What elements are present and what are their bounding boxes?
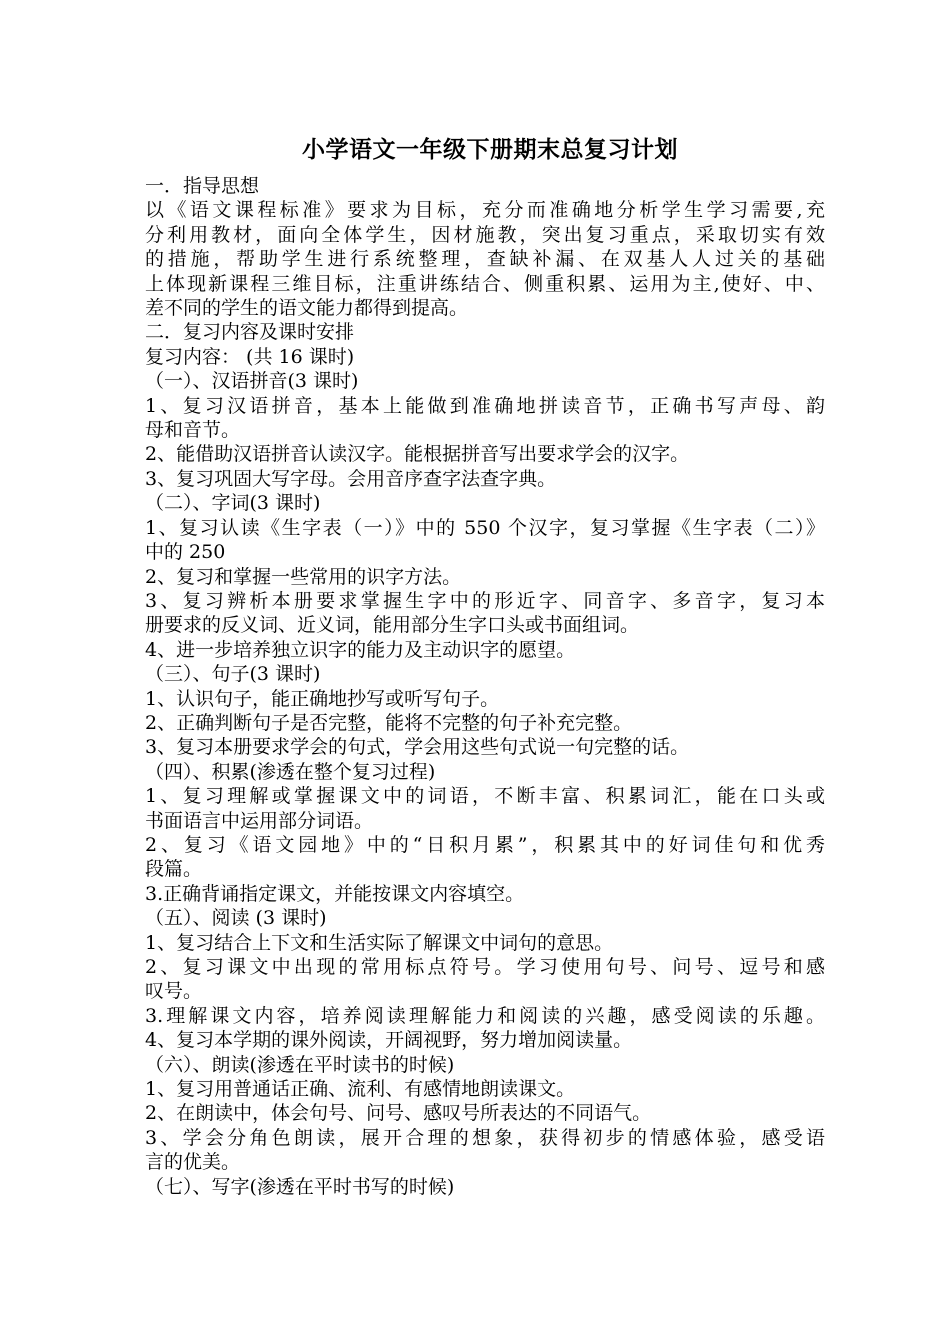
text-line: 复习内容： (共 16 课时)	[145, 345, 355, 368]
text-line: 以《语文课程标准》要求为目标，充分而准确地分析学生学习需要,充	[145, 199, 825, 222]
document-title: 小学语文一年级下册期末总复习计划	[302, 137, 678, 163]
text-line: 3、复习辨析本册要求掌握生字中的形近字、同音字、多音字，复习本	[145, 589, 825, 612]
text-line: （一）、汉语拼音(3 课时)	[145, 370, 359, 393]
text-line: 的措施，帮助学生进行系统整理，查缺补漏、在双基人人过关的基础	[145, 248, 825, 271]
text-line: 差不同的学生的语文能力都得到提高。	[145, 297, 469, 320]
text-line: 4、进一步培养独立识字的能力及主动识字的愿望。	[145, 638, 576, 661]
document-body	[145, 174, 825, 1199]
text-line: 1、复习结合上下文和生活实际了解课文中词句的意思。	[145, 931, 614, 954]
text-line: 2、复习课文中出现的常用标点符号。学习使用句号、问号、逗号和感	[145, 956, 825, 978]
text-line: （二）、字词(3 课时)	[145, 492, 321, 515]
text-line: 言的优美。	[145, 1151, 241, 1174]
text-line: 2、复习《语文园地》中的“日积月累”，积累其中的好词佳句和优秀	[145, 833, 825, 856]
text-line: 3.理解课文内容，培养阅读理解能力和阅读的兴趣，感受阅读的乐趣。	[145, 1004, 825, 1027]
text-line: 书面语言中运用部分词语。	[145, 809, 374, 832]
text-line: 上体现新课程三维目标，注重讲练结合、侧重积累、运用为主,使好、中、	[145, 272, 825, 295]
text-line: 1、复习汉语拼音，基本上能做到准确地拼读音节，正确书写声母、韵	[145, 394, 825, 417]
text-line: 3、复习巩固大写字母。会用音序查字法查字典。	[145, 467, 557, 490]
text-line: 2、在朗读中，体会句号、问号、感叹号所表达的不同语气。	[145, 1102, 652, 1125]
text-line: 册要求的反义词、近义词，能用部分生字口头或书面组词。	[145, 614, 640, 637]
text-line: 3、学会分角色朗读，展开合理的想象，获得初步的情感体验，感受语	[145, 1126, 825, 1149]
text-line: 母和音节。	[145, 419, 241, 442]
text-line: 分利用教材，面向全体学生，因材施教，突出复习重点，采取切实有效	[145, 223, 825, 246]
text-line: 2、能借助汉语拼音认读汉字。能根据拼音写出要求学会的汉字。	[145, 443, 690, 466]
text-line: 中的 250	[145, 541, 226, 564]
text-line: （六）、朗读(渗透在平时读书的时候)	[145, 1053, 455, 1076]
text-line: 二．复习内容及课时安排	[145, 321, 355, 344]
text-line: 1、复习用普通话正确、流利、有感情地朗读课文。	[145, 1078, 576, 1101]
text-line: 1、复习理解或掌握课文中的词语，不断丰富、积累词汇，能在口头或	[145, 785, 825, 808]
text-line: （三）、句子(3 课时)	[145, 663, 321, 686]
text-line: 叹号。	[145, 980, 203, 1003]
text-line: 段篇。	[145, 858, 203, 881]
text-line: 2、复习和掌握一些常用的识字方法。	[145, 565, 462, 588]
text-line: 1、复习认读《生字表（一）》中的 550 个汉字，复习掌握《生字表（二）》	[145, 516, 825, 539]
text-line: 1、认识句子，能正确地抄写或听写句子。	[145, 687, 500, 710]
text-line: （七）、写字(渗透在平时书写的时候)	[145, 1175, 455, 1198]
text-line: 一．指导思想	[145, 175, 260, 197]
text-line: （五）、阅读 (3 课时)	[145, 907, 327, 930]
text-line: （四）、积累(渗透在整个复习过程)	[145, 760, 436, 783]
text-line: 3、复习本册要求学会的句式，学会用这些句式说一句完整的话。	[145, 736, 690, 759]
text-line: 4、复习本学期的课外阅读，开阔视野，努力增加阅读量。	[145, 1029, 633, 1052]
text-line: 2、正确判断句子是否完整，能将不完整的句子补充完整。	[145, 711, 633, 734]
text-line: 3.正确背诵指定课文，并能按课文内容填空。	[145, 882, 525, 905]
document-page	[145, 134, 825, 1199]
